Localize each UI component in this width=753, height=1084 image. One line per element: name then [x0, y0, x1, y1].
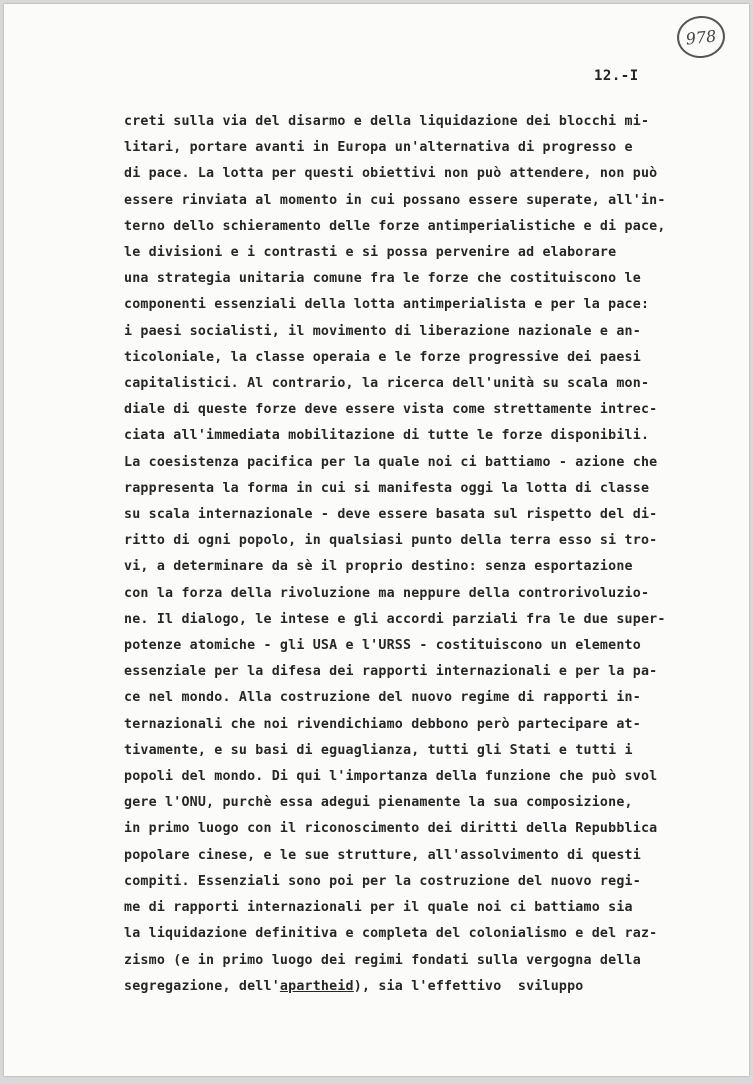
text-line: in primo luogo con il riconoscimento dei diritti della Repubblica	[124, 821, 658, 837]
text-line: ce nel mondo. Alla costruzione del nuovo regime di rapporti in-	[124, 690, 641, 706]
text-line: popoli del mondo. Di qui l'importanza della funzione che può svol	[124, 769, 658, 785]
text-line: terno dello schieramento delle forze antimperialistiche e di pace,	[124, 218, 666, 234]
text-line: popolare cinese, e le sue strutture, all'assolvimento di questi	[124, 847, 641, 863]
body-text	[124, 109, 724, 1000]
text-line: ritto di ogni popolo, in qualsiasi punto della terra esso si tro-	[124, 533, 658, 549]
text-line: diale di queste forze deve essere vista come strettamente intrec-	[124, 402, 658, 418]
text-line: La coesistenza pacifica per la quale noi ci battiamo - azione che	[124, 454, 658, 470]
text-line: me di rapporti internazionali per il quale noi ci battiamo sia	[124, 900, 633, 916]
text-line: una strategia unitaria comune fra le forze che costituiscono le	[124, 271, 641, 287]
text-line: con la forza della rivoluzione ma neppure della controrivoluzio-	[124, 585, 650, 601]
text-line: essenziale per la difesa dei rapporti internazionali e per la pa-	[124, 664, 658, 680]
text-line: creti sulla via del disarmo e della liquidazione dei blocchi mi-	[124, 114, 650, 129]
text-line: tivamente, e su basi di eguaglianza, tutti gli Stati e tutti i	[124, 742, 633, 758]
text-line: vi, a determinare da sè il proprio destino: senza esportazione	[124, 559, 633, 575]
text-line: essere rinviata al momento in cui possano essere superate, all'in-	[124, 192, 666, 208]
text-line: le divisioni e i contrasti e si possa pervenire ad elaborare	[124, 245, 617, 261]
text-line: potenze atomiche - gli USA e l'URSS - costituiscono un elemento	[124, 638, 641, 654]
text-line: rappresenta la forma in cui si manifesta oggi la lotta di classe	[124, 480, 650, 496]
text-line: i paesi socialisti, il movimento di liberazione nazionale e an-	[124, 323, 641, 339]
page-number: 12.-I	[594, 68, 639, 84]
underlined-word: apartheid	[279, 978, 354, 994]
text-line: ne. Il dialogo, le intese e gli accordi parziali fra le due super-	[124, 611, 666, 627]
archive-stamp: 978	[675, 14, 727, 61]
text-line: su scala internazionale - deve essere basata sul rispetto del di-	[124, 507, 658, 523]
text-line: compiti. Essenziali sono poi per la costruzione del nuovo regi-	[124, 873, 641, 889]
text-line: ticoloniale, la classe operaia e le forze progressive dei paesi	[124, 349, 641, 365]
text-line: ternazionali che noi rivendichiamo debbono però partecipare at-	[124, 716, 641, 732]
text-line: ciata all'immediata mobilitazione di tutte le forze disponibili.	[124, 428, 650, 444]
text-line: la liquidazione definitiva e completa del colonialismo e del raz-	[124, 926, 658, 942]
text-line: litari, portare avanti in Europa un'alternativa di progresso e	[124, 140, 633, 156]
text-segment: ), sia l'effettivo sviluppo	[353, 978, 584, 994]
text-line: capitalistici. Al contrario, la ricerca dell'unità su scala mon-	[124, 376, 650, 392]
text-line-last	[124, 974, 724, 1000]
document-page	[4, 4, 749, 1076]
text-line: componenti essenziali della lotta antimperialista e per la pace:	[124, 297, 650, 313]
text-line: di pace. La lotta per questi obiettivi non può attendere, non può	[124, 166, 658, 182]
text-line: zismo (e in primo luogo dei regimi fondati sulla vergogna della	[124, 952, 641, 968]
text-segment: segregazione, dell'	[124, 978, 280, 994]
text-line: gere l'ONU, purchè essa adegui pienamente la sua composizione,	[124, 795, 633, 811]
